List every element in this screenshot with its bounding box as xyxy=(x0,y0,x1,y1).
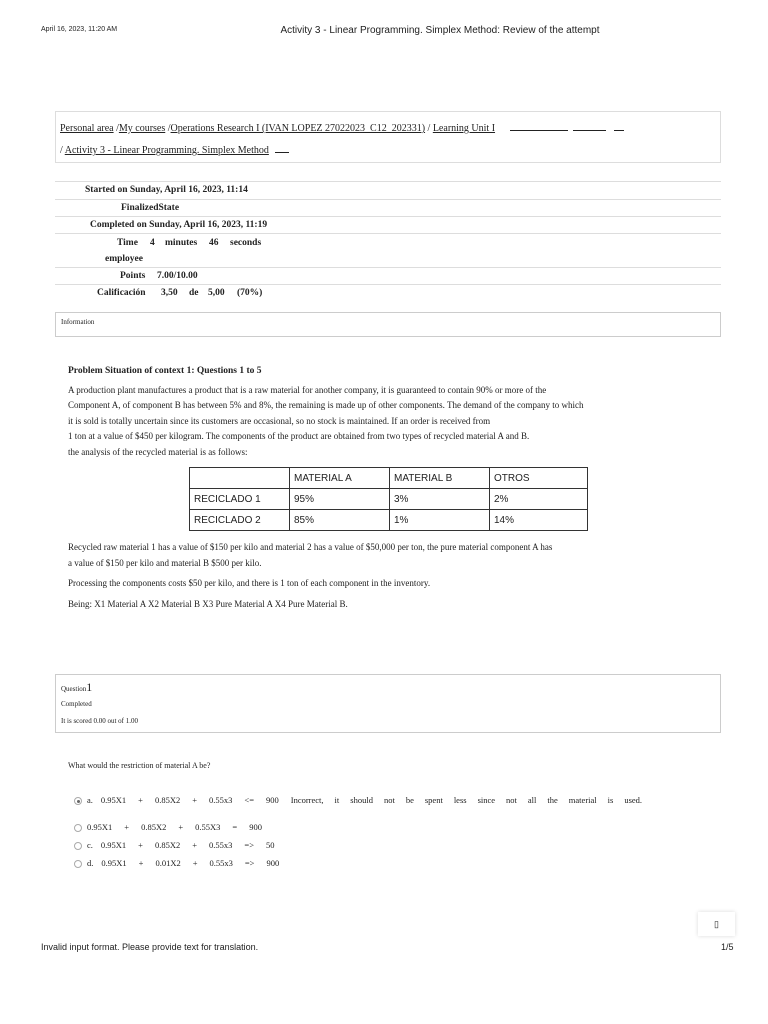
blank-line xyxy=(573,121,606,131)
table-cell: RECICLADO 1 xyxy=(190,489,290,510)
radio-button[interactable] xyxy=(74,860,82,868)
option-term: + xyxy=(138,840,143,850)
completed-on: Completed on Sunday, April 16, 2023, 11:19 xyxy=(90,220,268,230)
option-term: 0.95X1 xyxy=(87,822,113,832)
question-state: Completed xyxy=(61,700,92,708)
problem-statement xyxy=(68,364,688,460)
table-header-cell: MATERIAL A xyxy=(290,468,390,489)
blank-line xyxy=(510,121,568,131)
table-cell: 85% xyxy=(290,510,390,531)
table-cell: 95% xyxy=(290,489,390,510)
feedback-word: less xyxy=(453,795,467,805)
problem-line: A production plant manufactures a product that is a raw material for another company, it is guaranteed to contain 90% or more of the xyxy=(68,384,547,395)
option-term: 0.55x3 xyxy=(209,795,233,805)
option-term: + xyxy=(178,822,184,832)
problem-heading: Problem Situation of context 1: Questions 1 to 5 xyxy=(68,366,262,376)
option-term: = xyxy=(232,822,238,832)
feedback-word: should xyxy=(350,795,373,805)
feedback-word: Incorrect, xyxy=(290,795,324,805)
option-term: 900 xyxy=(249,822,262,832)
option-term: 0.95X1 xyxy=(101,858,127,868)
question-label xyxy=(61,680,92,695)
grade-max: 5,00 xyxy=(208,288,225,298)
option-term: <= xyxy=(244,795,254,805)
time-minutes-value: 4 xyxy=(150,238,155,248)
problem-line: it is sold is totally uncertain since its customers are occasional, so no stock is maintained. If an order is received from xyxy=(68,415,491,426)
feedback-word: is xyxy=(607,795,614,805)
problem-line: 1 ton at a value of $450 per kilogram. The components of the product are obtained from two types of recycled material A and B. xyxy=(68,431,530,441)
answer-option[interactable] xyxy=(74,840,287,850)
time-seconds-unit: seconds xyxy=(230,238,262,248)
breadcrumb-my-courses[interactable]: My courses xyxy=(118,123,166,134)
breadcrumb-personal-area[interactable]: Personal area xyxy=(60,123,114,134)
time-seconds-value: 46 xyxy=(209,238,219,248)
question-grade: It is scored 0.00 out of 1.00 xyxy=(61,717,138,725)
feedback-word: it xyxy=(334,795,340,805)
option-term: 900 xyxy=(266,858,280,868)
question-info xyxy=(55,674,721,733)
table-row xyxy=(190,489,588,510)
option-term: + xyxy=(192,858,198,868)
table-header-row xyxy=(190,468,588,489)
option-term: 0.85X2 xyxy=(154,795,181,805)
problem-line: Component A, of component B has between 5% and 8%, the remaining is made up of other components. The demand of the company to which xyxy=(68,400,584,410)
option-term: + xyxy=(138,795,143,805)
answer-option[interactable] xyxy=(74,858,291,868)
breadcrumb-unit[interactable]: Learning Unit I xyxy=(432,123,496,134)
information-label: Information xyxy=(61,318,95,326)
problem-continuation xyxy=(68,540,708,617)
page-number: 1/5 xyxy=(721,942,734,952)
feedback-word: spent xyxy=(424,795,443,805)
question-label-text: Question xyxy=(61,685,87,693)
composition-table xyxy=(189,467,588,531)
information-panel xyxy=(55,312,721,337)
time-label: Time xyxy=(117,238,138,248)
employee-label: employee xyxy=(105,254,143,264)
time-minutes-unit: minutes xyxy=(165,238,198,248)
option-letter: d. xyxy=(87,858,94,868)
blank-line xyxy=(275,143,289,153)
breadcrumb-activity[interactable]: Activity 3 - Linear Programming. Simplex Method xyxy=(64,145,269,156)
breadcrumb-course[interactable]: Operations Research I (IVAN LOPEZ 27022023_C12_202331) xyxy=(170,123,426,134)
grade-value: 3,50 xyxy=(161,288,178,298)
points-label: Points xyxy=(120,271,146,281)
points-value: 7.00/10.00 xyxy=(157,271,198,281)
option-term: 50 xyxy=(266,840,275,850)
table-header-cell xyxy=(190,468,290,489)
option-letter: a. xyxy=(87,795,93,805)
footer-text: Invalid input format. Please provide text for translation. xyxy=(41,942,259,952)
grade-percent: (70%) xyxy=(237,288,263,298)
box-glyph-icon[interactable]: ▯ xyxy=(698,912,735,936)
grade-of: de xyxy=(189,288,199,298)
table-cell: RECICLADO 2 xyxy=(190,510,290,531)
state: FinalizedState xyxy=(121,203,180,213)
breadcrumb: Personal area /My courses /Operations Research I (IVAN LOPEZ 27022023_C12_202331) / Learning Unit I / Activity 3 - Linear Programming. Simplex Method xyxy=(55,111,721,163)
paragraph-line: a value of $150 per kilo and material B $500 per kilo. xyxy=(68,557,262,568)
question-text: What would the restriction of material A be? xyxy=(68,761,211,770)
started-on: Started on Sunday, April 16, 2023, 11:14 xyxy=(85,185,248,195)
option-term: => xyxy=(244,858,255,868)
option-term: => xyxy=(244,840,254,850)
problem-line: the analysis of the recycled material is as follows: xyxy=(68,446,248,457)
feedback-word: all xyxy=(527,795,537,805)
option-term: 900 xyxy=(266,795,279,805)
option-term: 0.85X2 xyxy=(141,822,167,832)
feedback-word: material xyxy=(568,795,597,805)
feedback-word: the xyxy=(547,795,558,805)
option-term: + xyxy=(192,795,198,805)
answer-option[interactable] xyxy=(74,795,653,805)
feedback-word: not xyxy=(383,795,395,805)
option-term: + xyxy=(138,858,144,868)
option-term: 0.95X1 xyxy=(100,840,127,850)
table-header-cell: OTROS xyxy=(490,468,588,489)
radio-button[interactable] xyxy=(74,842,82,850)
feedback-word: since xyxy=(477,795,496,805)
option-term: + xyxy=(124,822,130,832)
question-number: 1 xyxy=(86,680,93,694)
table-cell: 1% xyxy=(390,510,490,531)
blank-line xyxy=(614,121,624,131)
print-date: April 16, 2023, 11:20 AM xyxy=(41,26,118,33)
option-term: 0.01X2 xyxy=(155,858,181,868)
attempt-summary xyxy=(55,181,721,302)
option-term: + xyxy=(192,840,198,850)
paragraph: Processing the components costs $50 per kilo, and there is 1 ton of each component in the inventory. xyxy=(68,578,431,588)
table-header-cell: MATERIAL B xyxy=(390,468,490,489)
option-term: 0.55X3 xyxy=(195,822,221,832)
paragraph xyxy=(68,540,708,571)
option-letter: c. xyxy=(87,840,93,850)
paragraph-line: Recycled raw material 1 has a value of $150 per kilo and material 2 has a value of $50,000 per ton, the pure material component A has xyxy=(68,542,553,552)
table-cell: 2% xyxy=(490,489,588,510)
option-term: 0.95X1 xyxy=(100,795,127,805)
table-cell: 3% xyxy=(390,489,490,510)
option-term: 0.55x3 xyxy=(209,840,233,850)
option-term: 0.85X2 xyxy=(154,840,181,850)
table-cell: 14% xyxy=(490,510,588,531)
feedback-word: used. xyxy=(624,795,643,805)
paragraph: Being: X1 Material A X2 Material B X3 Pure Material A X4 Pure Material B. xyxy=(68,598,348,609)
answer-option[interactable] xyxy=(74,822,274,832)
radio-button[interactable] xyxy=(74,824,82,832)
radio-button[interactable] xyxy=(74,797,82,805)
table-row xyxy=(190,510,588,531)
feedback-word: be xyxy=(405,795,414,805)
grade-label: Calificación xyxy=(97,288,146,298)
print-title: Activity 3 - Linear Programming. Simplex Method: Review of the attempt xyxy=(280,25,600,36)
option-term: 0.55x3 xyxy=(209,858,233,868)
feedback-word: not xyxy=(506,795,517,805)
